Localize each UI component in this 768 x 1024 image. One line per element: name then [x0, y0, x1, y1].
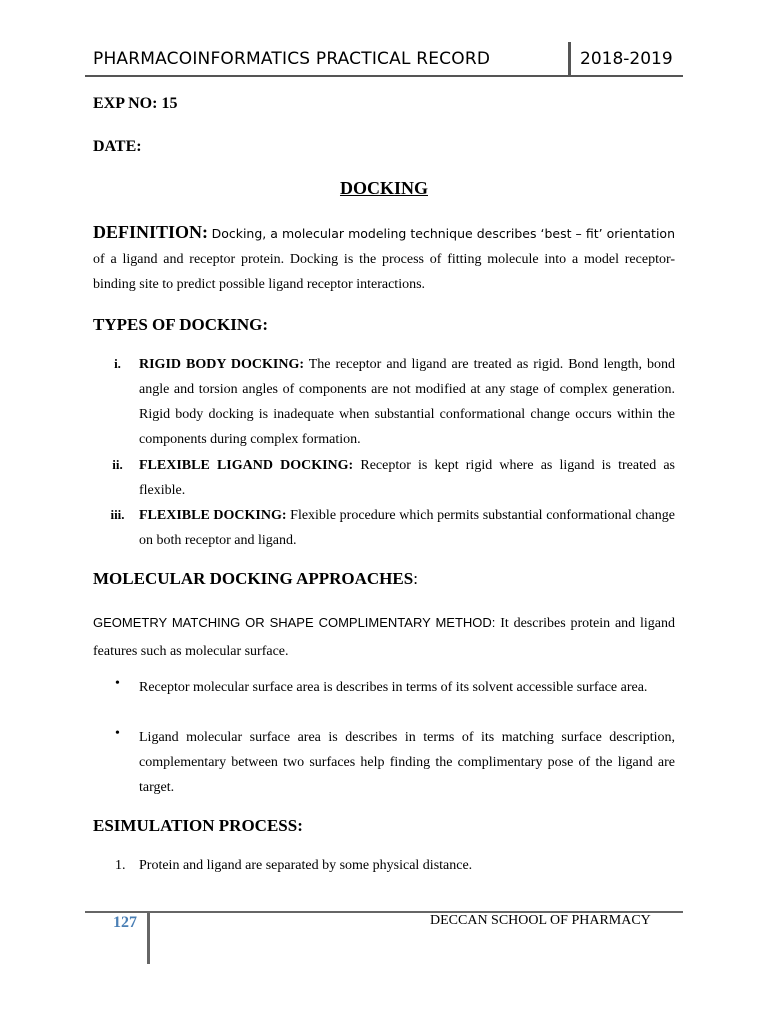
page-number: 127 [113, 914, 137, 931]
type-numeral: ii. [112, 457, 123, 472]
definition-line1: Docking, a molecular modeling technique describes ‘best – fit’ orientation [211, 226, 676, 241]
type-numeral: i. [114, 356, 121, 371]
bullet-icon: • [115, 726, 120, 741]
date-label: DATE: [93, 138, 142, 155]
header-rule [85, 75, 683, 77]
footer-divider [147, 912, 150, 964]
bullet-icon: • [115, 676, 120, 691]
approaches-intro: GEOMETRY MATCHING OR SHAPE COMPLIMENTARY METHOD: It describes protein and ligand features such as molecular surface. [93, 615, 675, 659]
type-item-flexible-ligand: FLEXIBLE LIGAND DOCKING: Receptor is kept rigid where as ligand is treated as flexible. [139, 458, 676, 498]
simulation-heading: ESIMULATION PROCESS: [93, 816, 303, 835]
types-heading: TYPES OF DOCKING: [93, 315, 269, 334]
type-label: RIGID BODY DOCKING: [139, 357, 305, 372]
page-title: DOCKING [339, 178, 428, 198]
header-divider [568, 42, 571, 77]
approach-bullet: Ligand molecular surface area is describes in terms of its matching surface description, complementary between two surfaces help finding the complimentary pose of the ligand are target. [139, 730, 675, 795]
definition-paragraph [93, 220, 675, 297]
type-label: FLEXIBLE LIGAND DOCKING: [139, 458, 354, 473]
definition-label: DEFINITION: [93, 222, 209, 242]
step-number: 1. [115, 858, 126, 873]
type-label: FLEXIBLE DOCKING: [139, 508, 287, 523]
definition-rest: of a ligand and receptor protein. Docking is the process of fitting molecule into a model receptor-binding site to predict possible ligand receptor interactions. [93, 252, 675, 292]
type-numeral: iii. [110, 507, 125, 522]
header-title: PHARMACOINFORMATICS PRACTICAL RECORD [93, 49, 491, 69]
type-item-flexible: FLEXIBLE DOCKING: Flexible procedure which permits substantial conformational change on both receptor and ligand. [139, 508, 675, 548]
simulation-step: Protein and ligand are separated by some physical distance. [139, 858, 473, 873]
type-item-rigid: RIGID BODY DOCKING: The receptor and ligand are treated as rigid. Bond length, bond angle and torsion angles of components are not modified at any stage of complex generation. Rigid body docking is inadequate when substantial conformational change occurs within the components during complex formation. [139, 357, 675, 447]
exp-number: EXP NO: 15 [93, 95, 178, 112]
approaches-heading: MOLECULAR DOCKING APPROACHES: [93, 569, 418, 588]
header-year: 2018-2019 [580, 49, 673, 69]
footer-school: DECCAN SCHOOL OF PHARMACY [430, 913, 651, 928]
approach-bullet: Receptor molecular surface area is describes in terms of its solvent accessible surface area. [139, 680, 648, 695]
